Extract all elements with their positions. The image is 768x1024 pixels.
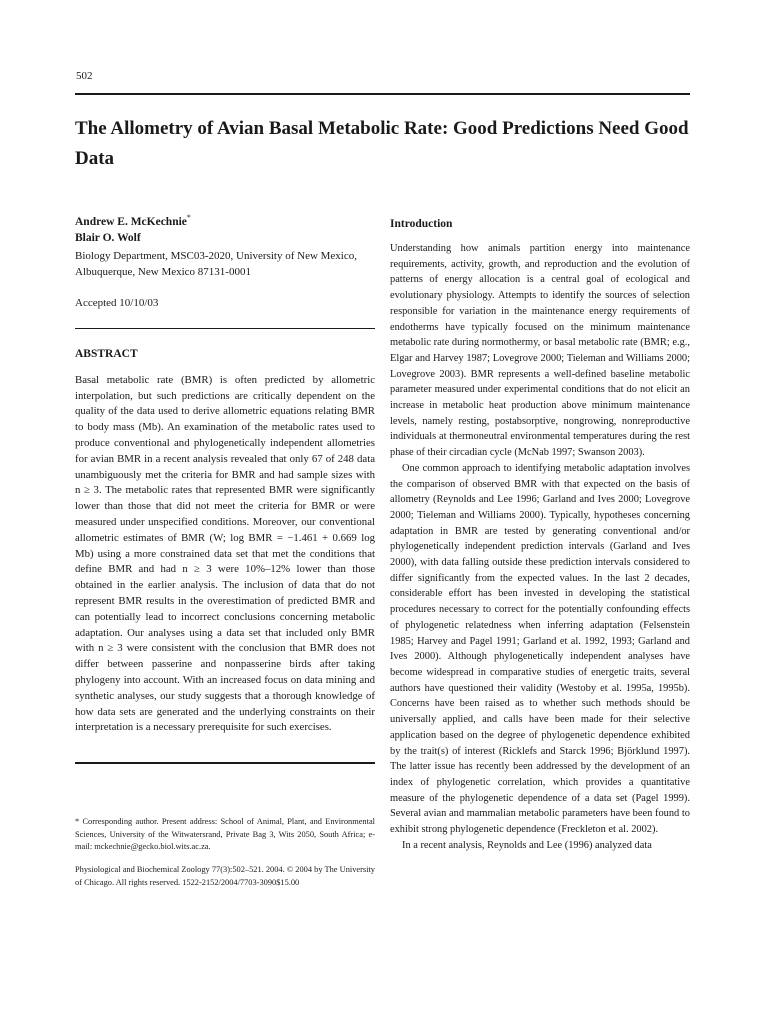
author-affiliation: Biology Department, MSC03-2020, University of New Mexico, Albuquerque, New Mexico 87131-0001 [75,249,357,278]
author-footnote-marker: * [186,213,191,222]
author-name: Andrew E. McKechnie* [75,213,191,228]
abstract-heading: ABSTRACT [75,347,138,360]
author-name: Blair O. Wolf [75,231,141,244]
page-number: 502 [76,70,93,82]
introduction-heading: Introduction [390,218,453,230]
accepted-date: Accepted 10/10/03 [75,296,159,309]
right-column [390,210,690,853]
journal-citation: Physiological and Biochemical Zoology 77(3):502–521. 2004. © 2004 by The University of Chicago. All rights reserved. 1522-2152/2004/7703-3090$15.00 [75,864,375,887]
corresponding-author-footnote: * Corresponding author. Present address: School of Animal, Plant, and Environmental Sciences, University of the Witwatersrand, Private Bag 3, Wits 2050, South Africa; e-mail: mckechnie@gecko.biol.wits.ac.za. [75,817,375,852]
intro-paragraph: In a recent analysis, Reynolds and Lee (1996) analyzed data [402,839,652,851]
introduction-body [390,241,690,853]
abstract-end-rule [75,762,375,764]
abstract-body: Basal metabolic rate (BMR) is often predicted by allometric interpolation, but such predictions are critically dependent on the quality of the data used to derive allometric equations relating BMR to body mass (Mb). An examination of the metabolic rates used to produce conventional and phylogenetically independent allometries for avian BMR in a recent analysis revealed that only 67 of 248 data unambiguously met the criteria for BMR and had sample sizes with n ≥ 3. The metabolic rates that represented BMR were significantly lower than those that did not meet the criteria for BMR or were measured under unspecified conditions. Moreover, our conventional allometric estimates of BMR (W; log BMR = −1.461 + 0.669 log Mb) using a more constrained data set that met the conditions that define BMR and had n ≥ 3 were 10%–12% lower than those obtained in the earlier analysis. The inclusion of data that do not represent BMR results in the overestimation of predicted BMR and can potentially lead to incorrect conclusions concerning metabolic adaptation. Our analyses using a data set that included only BMR with n ≥ 3 were consistent with the conclusion that BMR does not differ between passerine and nonpasserine birds after taking phylogeny into account. With an increased focus on data mining and synthetic analyses, our study suggests that a thorough knowledge of how data sets are generated and the underlying constraints on their interpretation is a necessary prerequisite for such exercises. [75,373,375,734]
left-column [75,210,375,889]
header-rule [75,93,690,95]
intro-paragraph: One common approach to identifying metabolic adaptation involves the comparison of observed BMR with that expected on the basis of allometry (Reynolds and Lee 1996; Garland and Ives 2000; Lovegrove 2000; Tieleman and Williams 2000). Typically, hypotheses concerning adaptation in BMR are tested by generating conventional and/or phylogenetically independent prediction intervals (Garland and Ives 2000), with data falling outside these prediction intervals considered to differ significantly from the expected values. In the last 2 decades, considerable effort has been invested in developing the statistical procedures necessary to correct for the potentially confounding effects of phylogenetic relatedness when inferring adaptation (Felsenstein 1985; Harvey and Pagel 1991; Garland et al. 1992, 1993; Garland and Ives 2000). Although phylogenetically independent analyses have become widespread in comparative studies of energetic traits, several authors have questioned their validity (Westoby et al. 1995a, 1995b). Concerns have been raised as to whether such methods should be universally applied, and calls have been made for their selective application based on the degree of phylogenetic dependence exhibited by the trait(s) of interest (Ricklefs and Starck 1996; Björklund 1997). The latter issue has recently been addressed by the development of an index of phylogenetic correlation, which provides a quantitative measure of the phylogenetic dependence of a data set (Pagel 1999). Several avian and mammalian metabolic parameters have been found to exhibit strong phylogenetic dependence (Freckleton et al. 2002). [390,462,690,836]
section-divider [75,328,375,329]
article-title: The Allometry of Avian Basal Metabolic Rate: Good Predictions Need Good Data [75,118,689,169]
intro-paragraph: Understanding how animals partition energy into maintenance requirements, activity, growth, and reproduction and the evolution of patterns of energy allocation is a central goal of ecological and evolutionary physiology. Attempts to identify the sources of selection responsible for variation in the maintenance energy requirements of endotherms have typically focused on the minimum maintenance metabolic rate during normothermy, or basal metabolic rate (BMR; e.g., Elgar and Harvey 1987; Lovegrove 2000; Tieleman and Williams 2000; Lovegrove 2003). BMR represents a well-defined baseline metabolic parameter measured under experimental conditions that do not elicit an increase in metabolic heat production above minimum maintenance levels, namely resting, postabsorptive, nongrowing, nonreproductive individuals at thermoneutral environmental temperatures during the rest phase of their circadian cycle (McNab 1997; Swanson 2003). [390,243,690,459]
